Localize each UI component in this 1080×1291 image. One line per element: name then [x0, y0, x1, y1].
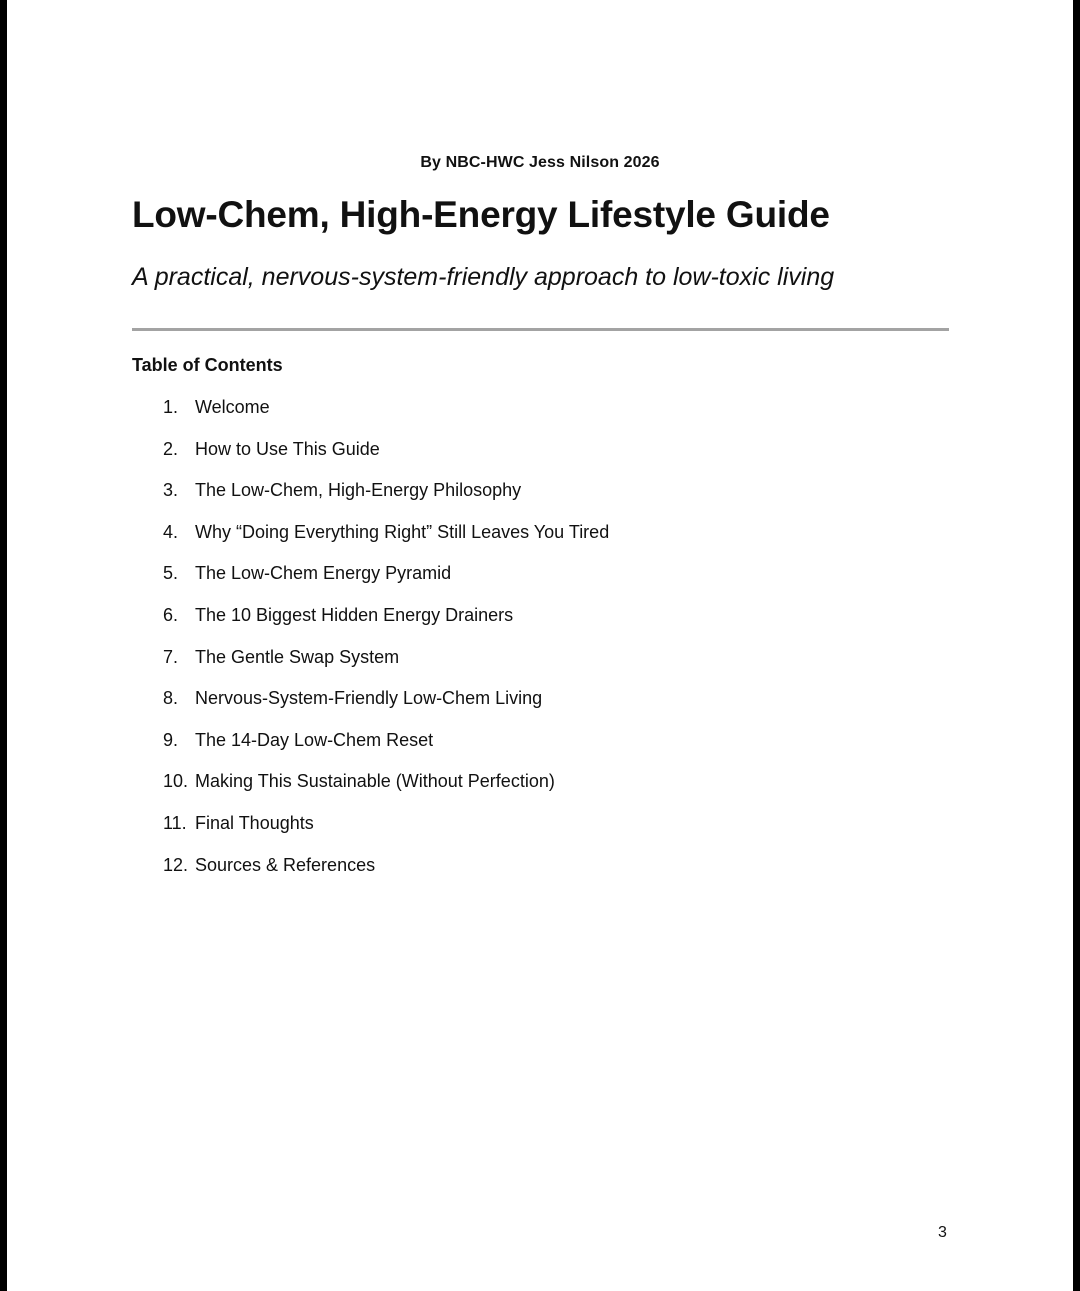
- document-title: Low-Chem, High-Energy Lifestyle Guide: [132, 194, 830, 235]
- toc-item-swap-system[interactable]: [7, 644, 907, 686]
- toc-item-philosophy[interactable]: [7, 477, 907, 519]
- toc-item-number: 3.: [163, 480, 179, 501]
- toc-item-14-day-reset[interactable]: [7, 727, 907, 769]
- toc-item-number: 12.: [163, 854, 189, 875]
- toc-item-number: 9.: [163, 729, 179, 750]
- document-subtitle: A practical, nervous-system-friendly approach to low-toxic living: [132, 263, 835, 291]
- toc-item-number: 4.: [163, 521, 179, 542]
- toc-item-label: The Low-Chem, High-Energy Philosophy: [195, 480, 522, 501]
- title-divider: [132, 328, 949, 331]
- toc-item-energy-pyramid[interactable]: [7, 560, 907, 602]
- page-number: 3: [938, 1224, 947, 1241]
- toc-item-label: Final Thoughts: [195, 812, 314, 833]
- toc-item-nervous-system-living[interactable]: [7, 685, 907, 727]
- toc-item-number: 5.: [163, 563, 179, 584]
- toc-item-final-thoughts[interactable]: [7, 810, 907, 852]
- toc-item-number: 6.: [163, 604, 179, 625]
- toc-heading: Table of Contents: [132, 355, 283, 375]
- toc-item-number: 1.: [163, 397, 179, 417]
- toc-item-label: Making This Sustainable (Without Perfection): [195, 771, 555, 792]
- toc-item-label: The Low-Chem Energy Pyramid: [195, 563, 452, 584]
- toc-item-number: 11.: [163, 812, 187, 833]
- toc-item-still-tired[interactable]: [7, 519, 907, 561]
- toc-item-number: 10.: [163, 771, 189, 792]
- table-of-contents: [7, 394, 907, 893]
- toc-item-label: The 14-Day Low-Chem Reset: [195, 729, 434, 750]
- toc-item-welcome[interactable]: [7, 394, 907, 436]
- toc-item-label: Sources & References: [195, 854, 376, 875]
- toc-item-sustainable[interactable]: [7, 768, 907, 810]
- document-page: [7, 0, 1073, 1291]
- toc-item-how-to-use[interactable]: [7, 436, 907, 478]
- toc-item-label: Welcome: [195, 397, 270, 417]
- author-byline: By NBC-HWC Jess Nilson 2026: [420, 154, 660, 171]
- toc-item-sources[interactable]: [7, 852, 907, 894]
- toc-item-label: The Gentle Swap System: [195, 646, 400, 667]
- toc-item-label: How to Use This Guide: [195, 438, 380, 459]
- toc-item-number: 2.: [163, 438, 179, 459]
- toc-item-label: The 10 Biggest Hidden Energy Drainers: [195, 604, 514, 625]
- toc-item-number: 7.: [163, 646, 179, 667]
- toc-item-energy-drainers[interactable]: [7, 602, 907, 644]
- toc-item-label: Why “Doing Everything Right” Still Leaves You Tired: [195, 521, 610, 542]
- toc-item-number: 8.: [163, 688, 179, 709]
- toc-item-label: Nervous-System-Friendly Low-Chem Living: [195, 688, 543, 709]
